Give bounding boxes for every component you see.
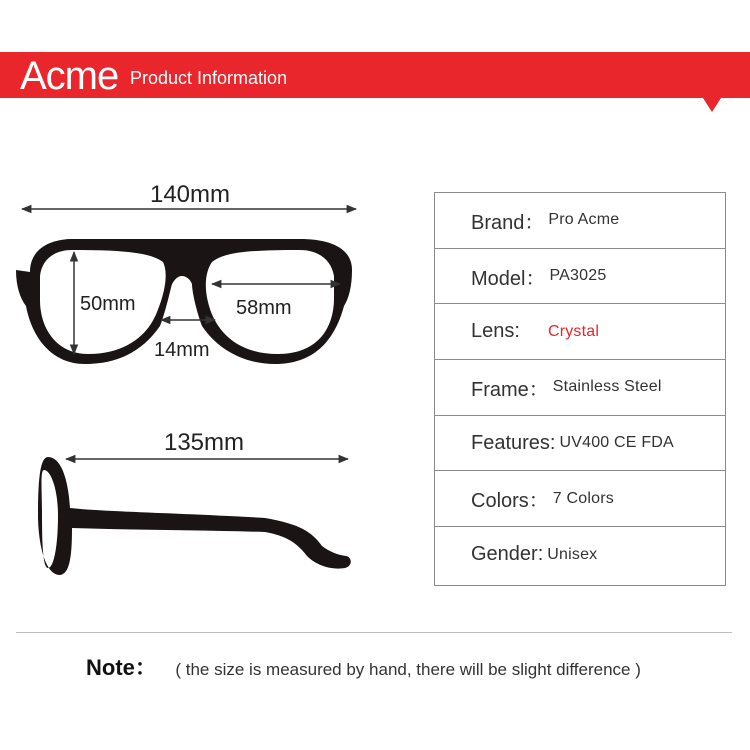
spec-label: Frame： [471, 378, 549, 401]
spec-row-model [435, 249, 725, 305]
spec-row-brand [435, 193, 725, 249]
temple-length-label: 135mm [163, 429, 245, 456]
spec-label: Model： [471, 267, 546, 290]
spec-label: Lens: [471, 320, 520, 343]
spec-label: Features: [471, 431, 556, 454]
spec-row-colors [435, 471, 725, 527]
side-view-temple [38, 457, 351, 575]
lens-width-label: 58mm [236, 297, 292, 319]
spec-value: Unisex [547, 545, 598, 563]
spec-row-features [435, 416, 725, 472]
spec-label: Gender: [471, 543, 544, 566]
spec-row-lens [435, 304, 725, 360]
spec-value: Stainless Steel [552, 378, 662, 396]
header-subtitle: Product Information [130, 68, 288, 88]
spec-value: PA3025 [549, 267, 607, 285]
note-text: ( the size is measured by hand, there will be slight difference ) [175, 660, 641, 679]
spec-value: Crystal [547, 322, 600, 340]
spec-label: Brand： [471, 211, 545, 234]
spec-row-gender [435, 527, 725, 583]
spec-value: UV400 CE FDA [559, 434, 674, 452]
spec-value: 7 Colors [552, 489, 614, 507]
spec-label: Colors： [471, 490, 549, 513]
divider [16, 632, 732, 633]
spec-table [434, 192, 726, 586]
brand-title: Acme [20, 54, 119, 98]
note-label: Note： [86, 655, 157, 680]
lens-height-label: 50mm [80, 293, 136, 315]
note [86, 654, 641, 685]
spec-value: Pro Acme [548, 211, 620, 229]
frame-width-label: 140mm [149, 181, 231, 208]
spec-row-frame [435, 360, 725, 416]
bridge-width-label: 14mm [154, 339, 210, 361]
